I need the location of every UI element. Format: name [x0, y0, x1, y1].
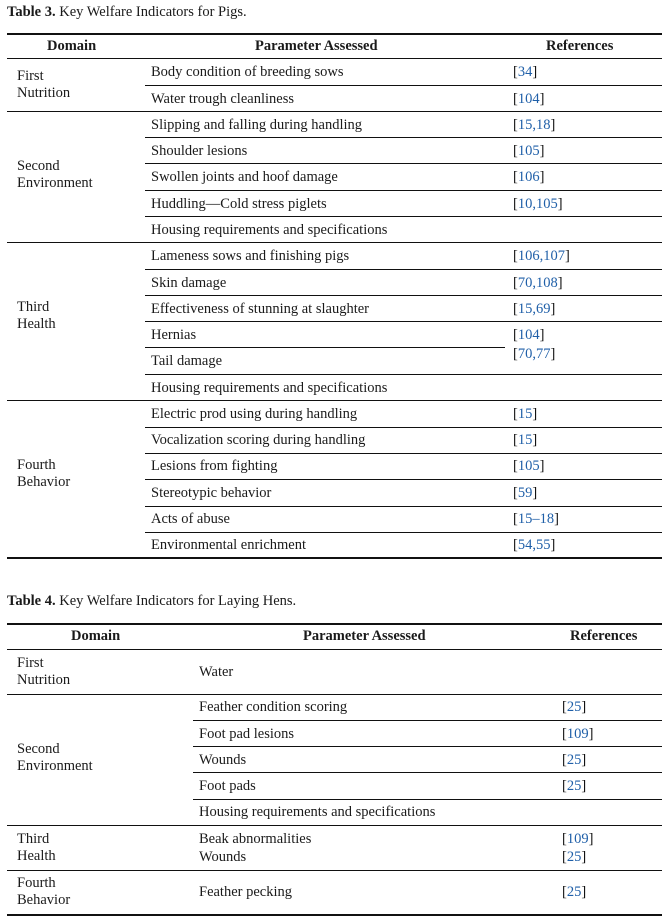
table3-ref[interactable]: [15,69]: [513, 301, 556, 317]
domain-number: Third: [17, 299, 50, 315]
table3-param: Effectiveness of stunning at slaughter: [151, 301, 369, 317]
table3-param: Hernias: [151, 327, 197, 343]
row-rule: [145, 347, 505, 348]
table3-ref[interactable]: [10,105]: [513, 196, 563, 212]
table4-header-parameter: Parameter Assessed: [303, 628, 426, 644]
table3-param: Lesions from fighting: [151, 458, 278, 474]
row-rule: [145, 532, 662, 533]
table3-domain-fourth: [17, 457, 70, 491]
domain-name: Nutrition: [17, 85, 71, 101]
table4-ref[interactable]: [25]: [562, 884, 587, 900]
table3-caption: [7, 4, 247, 21]
row-rule: [145, 269, 662, 270]
table3-group-rule: [7, 242, 662, 243]
domain-number: Third: [17, 831, 50, 847]
table4-param: Housing requirements and specifications: [199, 804, 436, 820]
table3-ref[interactable]: [70,108]: [513, 275, 563, 291]
row-rule: [145, 190, 662, 191]
table3-top-rule: [7, 33, 662, 35]
ref-number[interactable]: 105: [517, 458, 540, 474]
table3-param: Housing requirements and specifications: [151, 380, 388, 396]
table3-param: Acts of abuse: [151, 511, 230, 527]
table4-param: Water: [199, 664, 234, 680]
table3-ref[interactable]: [106,107]: [513, 248, 570, 264]
table4-domain-second: [17, 741, 93, 775]
table4-param: Wounds: [199, 849, 247, 865]
table3-ref[interactable]: [105]: [513, 458, 545, 474]
table4-ref[interactable]: [109]: [562, 726, 594, 742]
table4-label: Table 4.: [7, 593, 56, 609]
domain-name: Behavior: [17, 474, 71, 490]
table3-bottom-rule: [7, 557, 662, 559]
ref-number[interactable]: 106,107: [517, 248, 565, 264]
row-rule: [145, 506, 662, 507]
ref-number[interactable]: 15: [517, 432, 533, 448]
table3-title: Key Welfare Indicators for Pigs.: [59, 4, 247, 20]
ref-number[interactable]: 25: [566, 699, 582, 715]
table3-header-parameter: Parameter Assessed: [255, 38, 378, 54]
table4-header-domain: Domain: [71, 628, 121, 644]
table4-caption: [7, 593, 296, 610]
table4-param: Foot pad lesions: [199, 726, 295, 742]
table3-param: Lameness sows and finishing pigs: [151, 248, 350, 264]
ref-number[interactable]: 15: [517, 406, 533, 422]
table3-header-references: References: [546, 38, 614, 54]
table3-param: Housing requirements and specifications: [151, 222, 388, 238]
domain-name: Health: [17, 848, 56, 864]
table3-ref[interactable]: [105]: [513, 143, 545, 159]
ref-number[interactable]: 106: [517, 169, 540, 185]
table3-ref[interactable]: [104]: [513, 91, 545, 107]
ref-number[interactable]: 54,55: [517, 537, 551, 553]
table3-ref[interactable]: [106]: [513, 169, 545, 185]
ref-number[interactable]: 109: [566, 726, 589, 742]
ref-number[interactable]: 25: [566, 752, 582, 768]
table4-ref[interactable]: [25]: [562, 849, 587, 865]
ref-number[interactable]: 70,77: [517, 346, 551, 362]
table4-param: Feather condition scoring: [199, 699, 348, 715]
table3-param: Shoulder lesions: [151, 143, 248, 159]
row-rule: [145, 295, 662, 296]
table4-domain-third: [17, 831, 56, 865]
domain-number: Fourth: [17, 875, 56, 891]
table3-param: Slipping and falling during handling: [151, 117, 363, 133]
row-rule: [193, 772, 662, 773]
table4-group-rule: [7, 825, 662, 826]
row-rule: [193, 746, 662, 747]
table3-param: Huddling—Cold stress piglets: [151, 196, 327, 212]
table4-group-rule: [7, 870, 662, 871]
domain-name: Behavior: [17, 892, 71, 908]
table3-param: Environmental enrichment: [151, 537, 307, 553]
table3-header-rule: [7, 58, 662, 59]
table3-label: Table 3.: [7, 4, 56, 20]
table3-param: Body condition of breeding sows: [151, 64, 344, 80]
domain-name: Health: [17, 316, 56, 332]
table3-ref[interactable]: [34]: [513, 64, 538, 80]
domain-number: Second: [17, 158, 60, 174]
table3-group-rule: [7, 400, 662, 401]
row-rule: [145, 453, 662, 454]
table3-param: Tail damage: [151, 353, 223, 369]
table4-ref[interactable]: [25]: [562, 699, 587, 715]
table4-title: Key Welfare Indicators for Laying Hens.: [59, 593, 297, 609]
domain-number: Second: [17, 741, 60, 757]
ref-number[interactable]: 25: [566, 849, 582, 865]
table4-header-references: References: [570, 628, 638, 644]
table3-group-rule: [7, 111, 662, 112]
table3-domain-third: [17, 299, 56, 333]
ref-number[interactable]: 59: [517, 485, 533, 501]
ref-number[interactable]: 109: [566, 831, 589, 847]
table4-bottom-rule: [7, 914, 662, 916]
table3-ref[interactable]: [70,77]: [513, 346, 556, 362]
table4-param: Foot pads: [199, 778, 256, 794]
table4-group-rule: [7, 694, 662, 695]
table4-header-rule: [7, 649, 662, 650]
table4-top-rule: [7, 623, 662, 625]
table3-ref[interactable]: [104]: [513, 327, 545, 343]
table3-param: Vocalization scoring during handling: [151, 432, 366, 448]
domain-number: First: [17, 68, 44, 84]
table4-param: Feather pecking: [199, 884, 293, 900]
table3-domain-second: [17, 158, 93, 192]
domain-name: Environment: [17, 175, 93, 191]
domain-number: Fourth: [17, 457, 56, 473]
table3-ref[interactable]: [15–18]: [513, 511, 559, 527]
table3-header-domain: Domain: [47, 38, 97, 54]
table3-domain-first: [17, 68, 70, 102]
ref-number[interactable]: 15,18: [517, 117, 551, 133]
row-rule: [145, 163, 662, 164]
ref-number[interactable]: 104: [517, 91, 540, 107]
row-rule: [145, 216, 662, 217]
row-rule: [145, 85, 662, 86]
table3-param: Swollen joints and hoof damage: [151, 169, 338, 185]
row-rule: [193, 720, 662, 721]
ref-number[interactable]: 70,108: [517, 275, 558, 291]
table3-ref[interactable]: [59]: [513, 485, 538, 501]
row-rule: [193, 799, 662, 800]
ref-number[interactable]: 104: [517, 327, 540, 343]
table3-ref[interactable]: [15]: [513, 406, 538, 422]
table4-ref[interactable]: [109]: [562, 831, 594, 847]
domain-number: First: [17, 655, 44, 671]
row-rule: [145, 137, 662, 138]
table4-domain-first: [17, 655, 70, 689]
table3-ref[interactable]: [54,55]: [513, 537, 556, 553]
row-rule: [145, 479, 662, 480]
table3-param: Electric prod using during handling: [151, 406, 358, 422]
ref-number[interactable]: 105: [517, 143, 540, 159]
table3-param: Skin damage: [151, 275, 227, 291]
table4-ref[interactable]: [25]: [562, 752, 587, 768]
table3-param: Water trough cleanliness: [151, 91, 294, 107]
domain-name: Environment: [17, 758, 93, 774]
table3-ref[interactable]: [15]: [513, 432, 538, 448]
ref-number[interactable]: 10,105: [517, 196, 558, 212]
table3-ref[interactable]: [15,18]: [513, 117, 556, 133]
ref-number[interactable]: 25: [566, 884, 582, 900]
table4-param: Beak abnormalities: [199, 831, 312, 847]
row-rule: [145, 374, 662, 375]
ref-number[interactable]: 15–18: [517, 511, 555, 527]
table3-param: Stereotypic behavior: [151, 485, 272, 501]
ref-number[interactable]: 34: [517, 64, 533, 80]
domain-name: Nutrition: [17, 672, 71, 688]
table4-domain-fourth: [17, 875, 70, 909]
table4-param: Wounds: [199, 752, 247, 768]
ref-number[interactable]: 25: [566, 778, 582, 794]
ref-number[interactable]: 15,69: [517, 301, 551, 317]
row-rule: [145, 427, 662, 428]
row-rule: [145, 321, 662, 322]
table4-ref[interactable]: [25]: [562, 778, 587, 794]
